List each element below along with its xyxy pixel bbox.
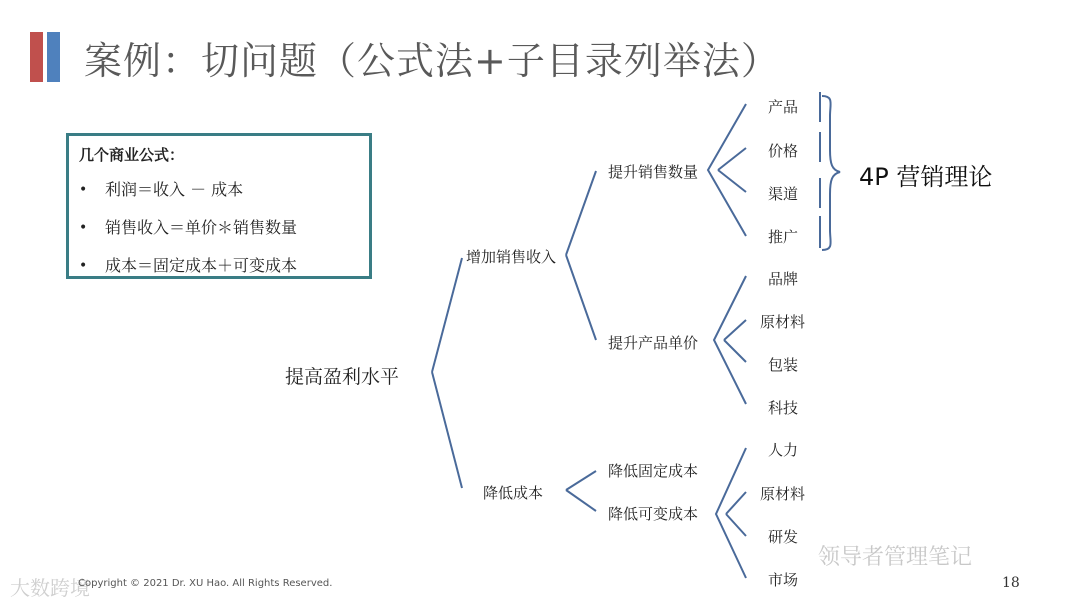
leaf-product: 产品 <box>768 98 799 116</box>
formula-heading: 几个商业公式： <box>79 146 185 164</box>
leaf-brand: 品牌 <box>768 270 799 288</box>
leaf-channel: 渠道 <box>768 185 799 203</box>
watermark-left: 大数跨境 <box>10 576 90 600</box>
bullet-icon: • <box>79 220 88 236</box>
page-title: 案例：切问题（公式法+子目录列举法） <box>84 39 780 83</box>
copyright-text: Copyright © 2021 Dr. XU Hao. All Rights Reserved. <box>78 578 333 589</box>
tree-root: 提高盈利水平 <box>285 366 400 388</box>
leaf-raw-material-cost: 原材料 <box>760 485 806 503</box>
node-reduce-cost: 降低成本 <box>483 484 544 502</box>
leaf-labor: 人力 <box>768 441 799 459</box>
formula-item: • 成本＝固定成本＋可变成本 <box>79 247 359 285</box>
bullet-icon: • <box>79 258 88 274</box>
branch-revenue-down <box>566 255 596 340</box>
leaf-price: 价格 <box>768 142 799 160</box>
branch-cost-up <box>566 471 596 490</box>
node-raise-volume: 提升销售数量 <box>608 163 699 181</box>
node-raise-price: 提升产品单价 <box>608 334 699 352</box>
bracket-4p <box>822 96 840 250</box>
node-reduce-fixed: 降低固定成本 <box>608 462 699 480</box>
branch-volume-leaves <box>708 104 746 236</box>
marketing-4p-label: 4P 营销理论 <box>859 163 993 191</box>
branch-price-leaves <box>714 276 746 404</box>
leaf-marketing: 市场 <box>768 571 799 589</box>
leaf-raw-material: 原材料 <box>760 313 806 331</box>
leaf-promotion: 推广 <box>768 228 799 246</box>
branch-cost-leaves <box>716 448 746 578</box>
leaf-packaging: 包装 <box>768 356 799 374</box>
leaf-technology: 科技 <box>768 399 799 417</box>
branch-cost-down <box>566 490 596 511</box>
watermark-right: 领导者管理笔记 <box>818 545 973 570</box>
node-reduce-variable: 降低可变成本 <box>608 505 699 523</box>
formula-item: • 利润＝收入 － 成本 <box>79 171 359 209</box>
branch-root-down <box>432 372 462 488</box>
page-number: 18 <box>1002 575 1020 591</box>
branch-revenue-up <box>566 171 596 255</box>
branch-root-up <box>432 258 462 372</box>
leaf-rnd: 研发 <box>768 528 799 546</box>
bullet-icon: • <box>79 182 88 198</box>
node-increase-revenue: 增加销售收入 <box>466 248 557 266</box>
formula-item: • 销售收入＝单价＊销售数量 <box>79 209 359 247</box>
